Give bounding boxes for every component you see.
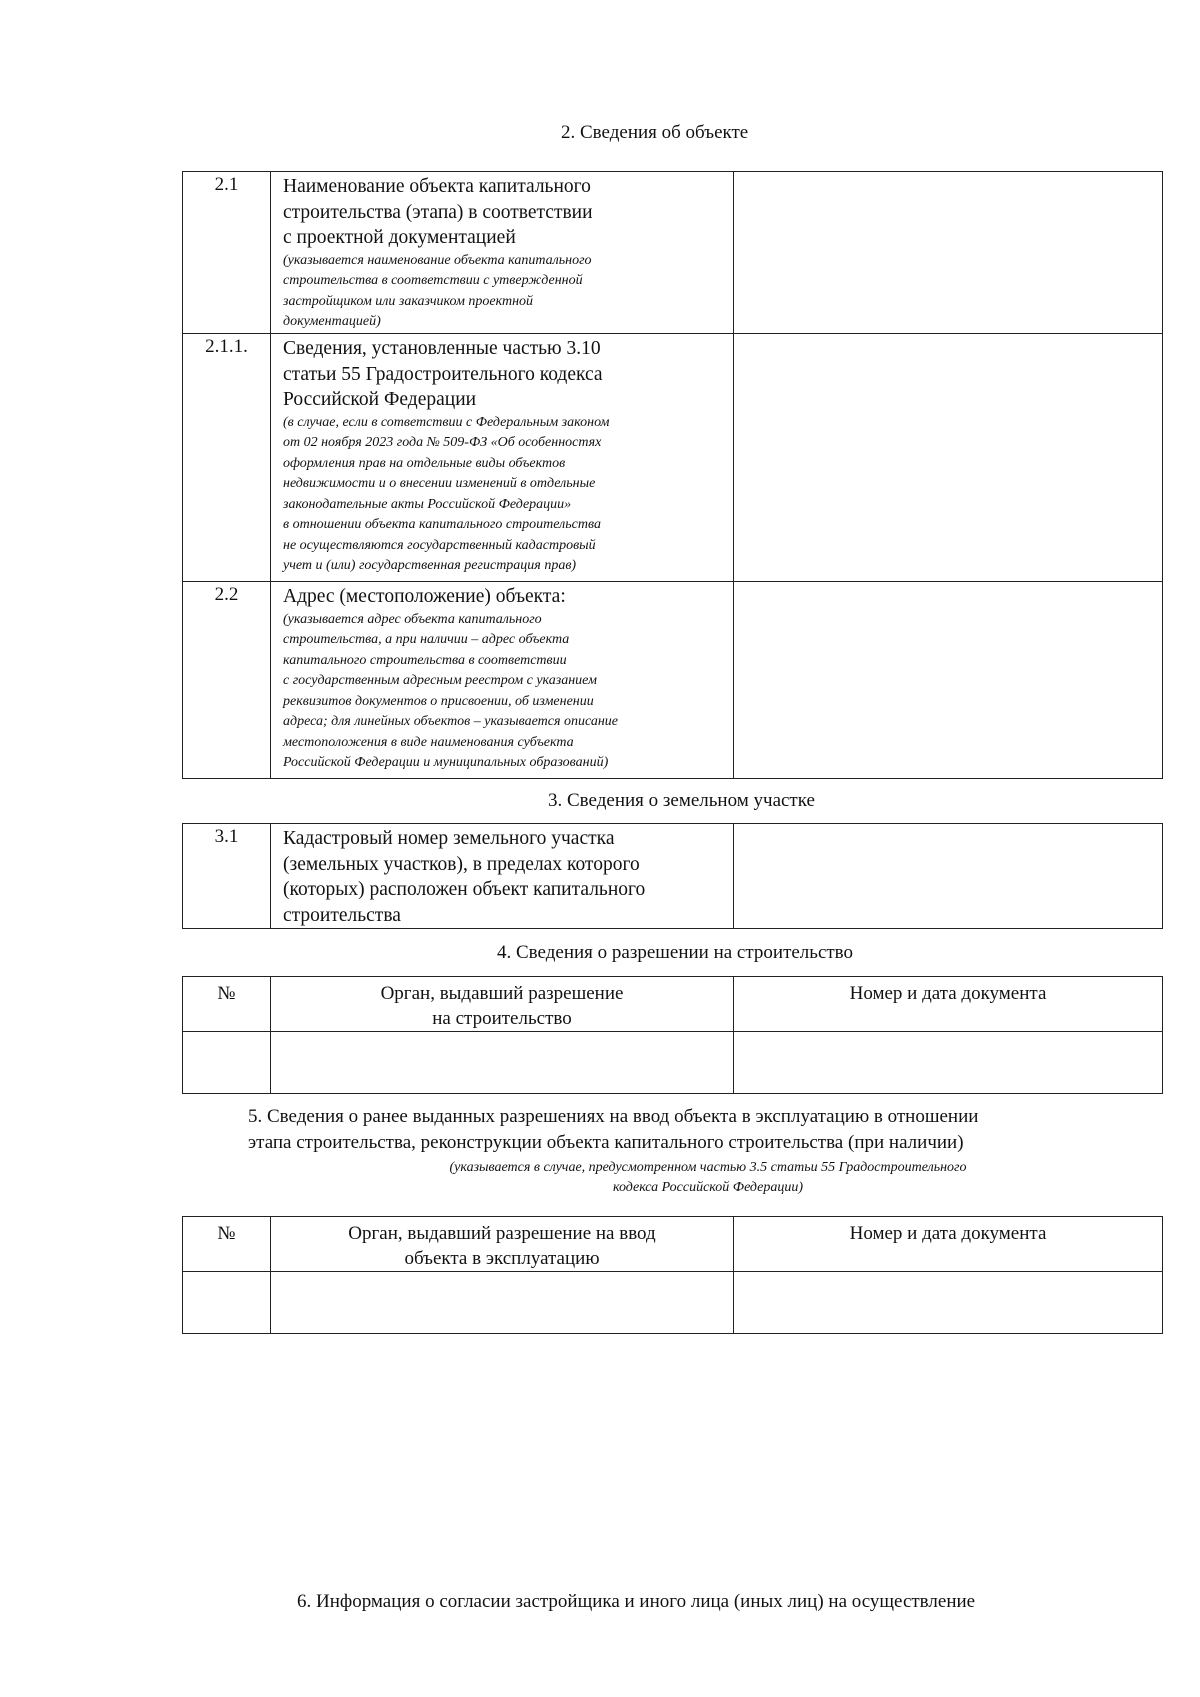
field-title: Адрес (местоположение) объекта: <box>283 586 566 607</box>
table-row <box>183 1272 1163 1334</box>
column-number-header: № <box>183 1217 271 1272</box>
row-label <box>271 172 734 334</box>
permit-doc-cell[interactable] <box>734 1032 1163 1094</box>
prior-permit-doc-cell[interactable] <box>734 1272 1163 1334</box>
column-organ-header <box>271 977 734 1032</box>
prior-permit-organ-cell[interactable] <box>271 1272 734 1334</box>
cadastral-number-value[interactable] <box>734 824 1163 929</box>
row-number: 2.1 <box>183 172 271 334</box>
section-3-title: 3. Сведения о земельном участке <box>548 790 815 811</box>
field-title: Сведения, установленные частью 3.10 статьи 55 Градостроительного кодекса Российской Федерации <box>283 338 603 410</box>
section-2-title: 2. Сведения об объекте <box>561 122 749 143</box>
column-number-header: № <box>183 977 271 1032</box>
section-2-table <box>182 171 1163 779</box>
section-3-table <box>182 823 1163 929</box>
object-address-value[interactable] <box>734 582 1163 779</box>
column-organ-label: Орган, выдавший разрешение на строительство <box>380 983 624 1029</box>
column-doc-label: Номер и дата документа <box>849 983 1047 1004</box>
field-title: Наименование объекта капитального строительства (этапа) в соответствии с проектной документацией <box>283 176 593 248</box>
table-row <box>183 334 1163 582</box>
article-55-info-value[interactable] <box>734 334 1163 582</box>
table-header-row <box>183 977 1163 1032</box>
section-5-title: 5. Сведения о ранее выданных разрешениях на ввод объекта в эксплуатацию в отношении этапа строительства, реконструкции объекта капитального строительства (при наличии) <box>248 1106 979 1153</box>
table-row <box>183 1032 1163 1094</box>
section-4-title: 4. Сведения о разрешении на строительство <box>497 942 854 963</box>
section-5-note: (указывается в случае, предусмотренном частью 3.5 статьи 55 Градостроительного кодекса Российской Федерации) <box>449 1160 967 1195</box>
row-number: 2.2 <box>183 582 271 779</box>
table-row <box>183 824 1163 929</box>
row-label <box>271 334 734 582</box>
field-note: (указывается адрес объекта капитального строительства, а при наличии – адрес объекта капитального строительства в соответствии с государственным адресным реестром с указанием реквизитов документов о присвоении, об изменении адреса; для линейных объектов – указывается описание местоположения в виде наименования субъекта Российской Федерации и муниципальных образований) <box>283 611 618 770</box>
row-number: 2.1.1. <box>183 334 271 582</box>
section-5-table <box>182 1216 1163 1334</box>
field-note: (указывается наименование объекта капитального строительства в соответствии с утвержденной застройщиком или заказчиком проектной документацией) <box>283 252 592 329</box>
column-organ-label: Орган, выдавший разрешение на ввод объекта в эксплуатацию <box>348 1223 656 1269</box>
column-doc-header <box>734 977 1163 1032</box>
permit-organ-cell[interactable] <box>271 1032 734 1094</box>
row-number: 3.1 <box>183 824 271 929</box>
table-row <box>183 582 1163 779</box>
column-doc-label: Номер и дата документа <box>849 1223 1047 1244</box>
row-label <box>271 582 734 779</box>
row-label <box>271 824 734 929</box>
object-name-value[interactable] <box>734 172 1163 334</box>
column-doc-header <box>734 1217 1163 1272</box>
column-organ-header <box>271 1217 734 1272</box>
field-title: Кадастровый номер земельного участка (земельных участков), в пределах которого (которых) расположен объект капитального строительства <box>283 828 646 926</box>
section-6-title: 6. Информация о согласии застройщика и иного лица (иных лиц) на осуществление <box>297 1591 976 1612</box>
table-header-row <box>183 1217 1163 1272</box>
field-note: (в случае, если в сответствии с Федеральным законом от 02 ноября 2023 года № 509-ФЗ «Об особенностях оформления прав на отдельные виды объектов недвижимости и о внесении изменений в отдельные законодательные акты Российской Федерации» в отношении объекта капитального строительства не осуществляются государственный кадастровый учет и (или) государственная регистрация прав) <box>283 414 610 573</box>
section-4-table <box>182 976 1163 1094</box>
permit-number-cell[interactable] <box>183 1032 271 1094</box>
table-row <box>183 172 1163 334</box>
prior-permit-number-cell[interactable] <box>183 1272 271 1334</box>
